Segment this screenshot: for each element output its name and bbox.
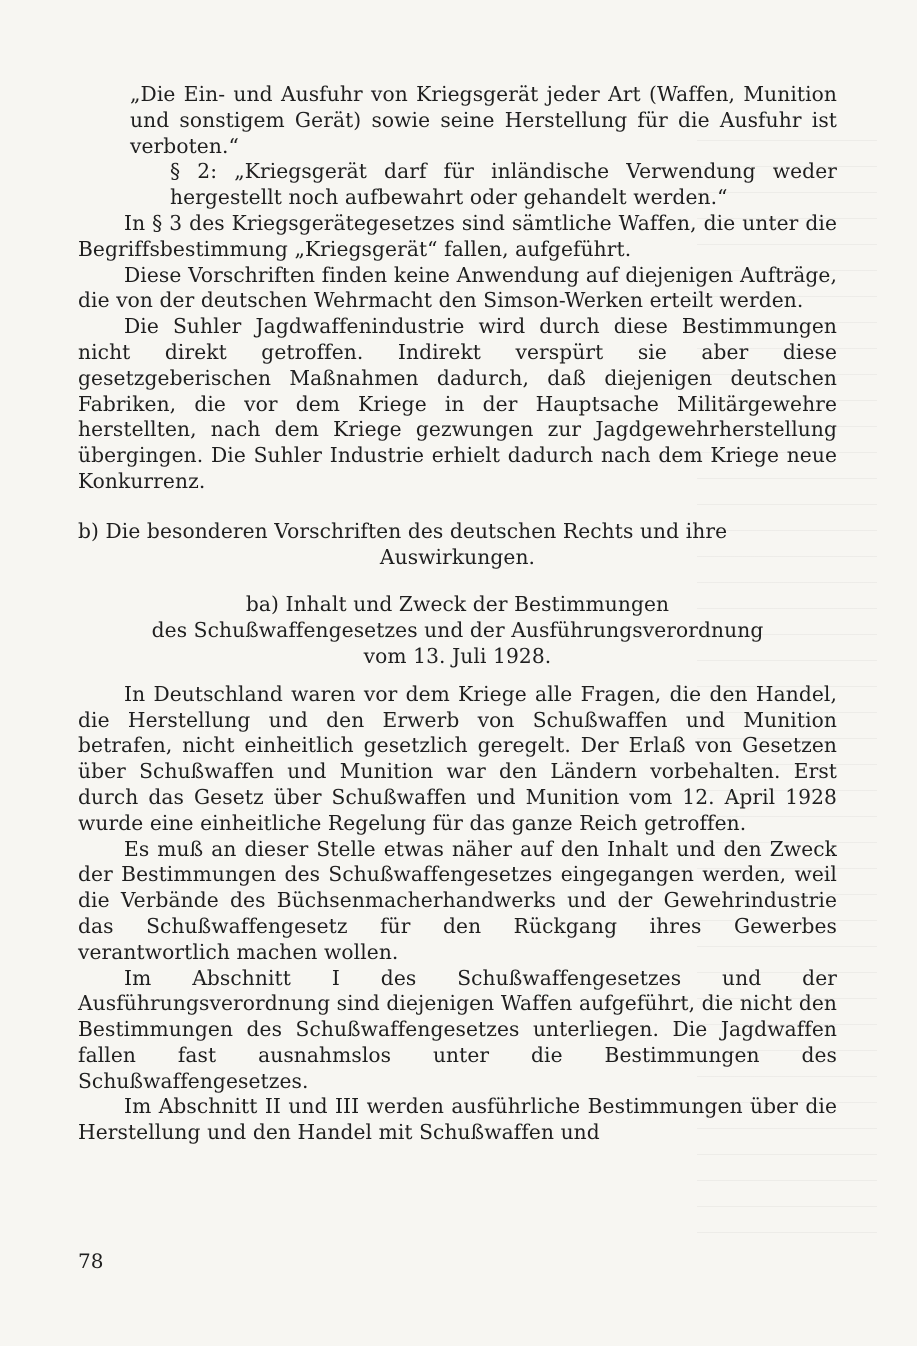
paragraph-abschnitt-1: Im Abschnitt I des Schußwaffengesetzes und der Ausführungsverordnung sind diejenigen Waffen aufgeführt, die nicht den Bestimmungen des Schußwaffengesetzes unterliegen. Die Jagdwaffen fallen fast ausnahmslos unter die Bestimmungen des Schußwaffengesetzes. bbox=[78, 965, 837, 1093]
quote-paragraph-1: „Die Ein- und Ausfuhr von Kriegsgerät jeder Art (Waffen, Munition und sonstigem Gerät) sowie seine Herstellung für die Ausfuhr ist verboten.“ bbox=[130, 82, 837, 158]
page-body bbox=[78, 82, 837, 1146]
subsection-heading-line3: vom 13. Juli 1928. bbox=[363, 643, 552, 668]
page-number: 78 bbox=[78, 1249, 104, 1273]
section-heading-b-line2: Auswirkungen. bbox=[379, 544, 536, 569]
subsection-heading-line2: des Schußwaffengesetzes und der Ausführungsverordnung bbox=[151, 618, 764, 643]
subsection-heading-ba bbox=[78, 592, 837, 669]
quote-paragraph-2: § 2: „Kriegsgerät darf für inländische Verwendung weder hergestellt noch aufbewahrt oder gehandelt werden.“ bbox=[170, 159, 837, 210]
subsection-heading-line1: ba) Inhalt und Zweck der Bestimmungen bbox=[245, 592, 670, 617]
paragraph-schusswaffengesetz-zweck: Es muß an dieser Stelle etwas näher auf den Inhalt und den Zweck der Bestimmungen des Schußwaffengesetzes eingegangen werden, weil die Verbände des Büchsenmacherhandwerks und der Gewehrindustrie das Schußwaffengesetz für den Rückgang ihres Gewerbes verantwortlich machen wollen. bbox=[78, 836, 837, 964]
paragraph-kriegsgeraetegesetz: In § 3 des Kriegsgerätegesetzes sind sämtliche Waffen, die unter die Begriffsbestimmung „Kriegsgerät“ fallen, aufgeführt. bbox=[78, 210, 837, 261]
paragraph-suhler-industrie: Die Suhler Jagdwaffenindustrie wird durch diese Bestimmungen nicht direkt getroffen. Indirekt verspürt sie aber diese gesetzgeberischen Maßnahmen dadurch, daß diejenigen deutschen Fabriken, die vor dem Kriege in der Hauptsache Militärgewehre herstellten, nach dem Kriege gezwungen zur Jagdgewehrherstellung übergingen. Die Suhler Industrie erhielt dadurch nach dem Kriege neue Konkurrenz. bbox=[78, 314, 837, 493]
paragraph-deutschland: In Deutschland waren vor dem Kriege alle Fragen, die den Handel, die Herstellung und den Erwerb von Schußwaffen und Munition betrafen, nicht einheitlich gesetzlich geregelt. Der Erlaß von Gesetzen über Schußwaffen und Munition war den Ländern vorbehalten. Erst durch das Gesetz über Schußwaffen und Munition vom 12. April 1928 wurde eine einheitliche Regelung für das ganze Reich getroffen. bbox=[78, 681, 837, 835]
paragraph-wehrmacht: Diese Vorschriften finden keine Anwendung auf diejenigen Aufträge, die von der deutschen Wehrmacht den Simson-Werken erteilt werden. bbox=[78, 262, 837, 313]
paragraph-abschnitt-2-3: Im Abschnitt II und III werden ausführliche Bestimmungen über die Herstellung und den Handel mit Schußwaffen und bbox=[78, 1094, 837, 1145]
section-heading-b bbox=[78, 519, 837, 571]
section-heading-b-line1: b) Die besonderen Vorschriften des deutschen Rechts und ihre bbox=[78, 518, 728, 543]
